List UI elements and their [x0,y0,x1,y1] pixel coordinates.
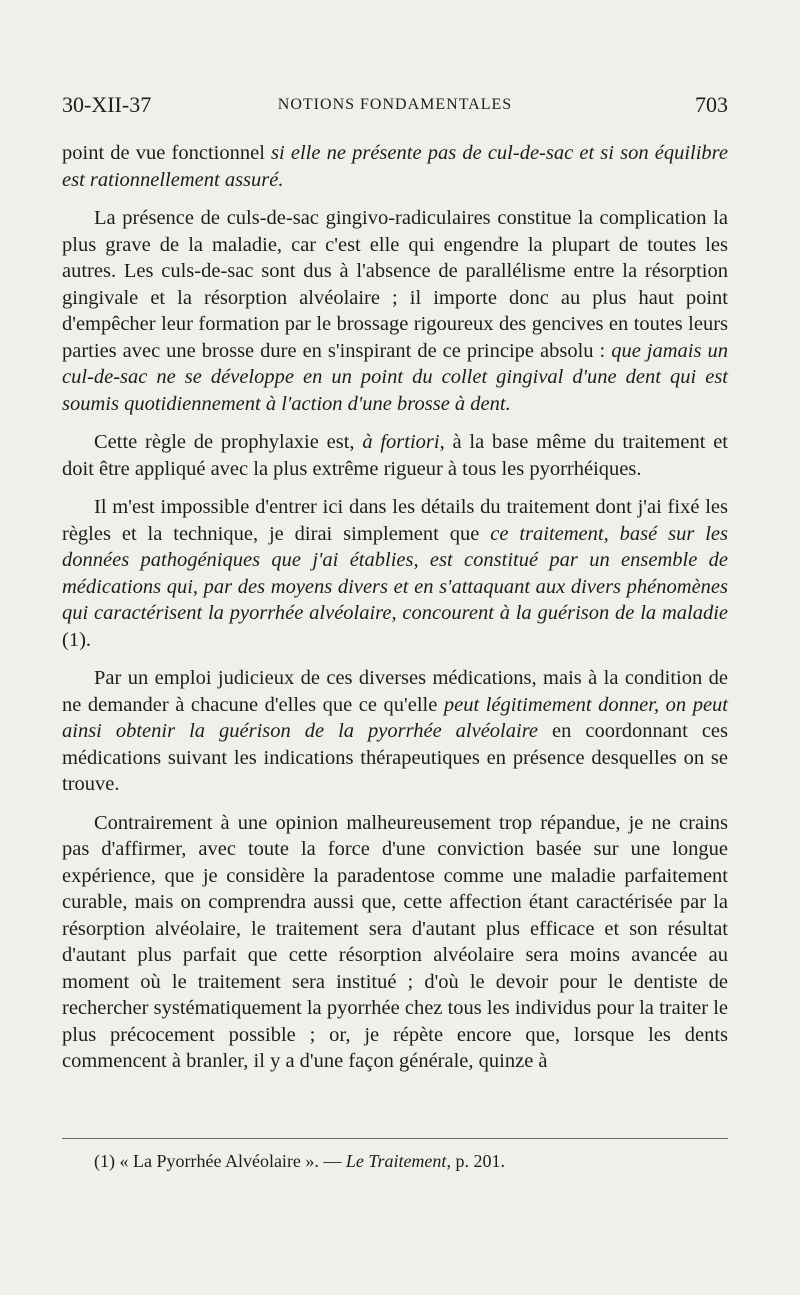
paragraph [62,140,728,193]
body-text [62,140,728,1087]
paragraph [62,494,728,653]
paragraph [62,205,728,417]
page-number: 703 [695,92,728,117]
text-run: Il m'est impossible d'entrer ici dans les détails du traitement dont j'ai fixé les règles et la technique, je dirai simplement que [62,496,728,545]
italic-text-run: Le Traitement [345,1151,447,1171]
italic-text-run: si elle ne présente pas de cul-de-sac et si son équilibre est rationnellement assuré. [62,142,728,191]
italic-text-run: à fortiori [362,431,440,453]
paragraph [62,810,728,1075]
italic-text-run: peut légitimement donner, on peut ainsi obtenir la guérison de la pyorrhée alvéolaire [62,693,728,742]
header-date: 30-XII-37 [62,92,152,117]
header-title: NOTIONS FONDAMENTALES [277,96,513,113]
text-run: , p. 201. [446,1151,505,1171]
footnote-divider [62,1138,728,1139]
paragraph [62,665,728,798]
text-run: (1). [62,628,92,651]
footnote [94,1151,505,1172]
text-run: Cette règle de prophylaxie est, [94,431,363,453]
text-run: La présence de culs-de-sac gingivo-radiculaires constitue la complication la plus grave de la maladie, car c'est elle qui engendre la plupart de toutes les autres. Les culs-de-sac sont dus à l'absence de parallélisme entre la résorption gingivale et la résorption alvéolaire ; il importe donc au plus haut point d'empêcher leur formation par le brossage rigoureux des gencives en toutes leurs parties avec une brosse dure en s'inspirant de ce principe absolu : [62,207,728,362]
text-run: (1) « La Pyorrhée Alvéolaire ». — [94,1151,346,1171]
text-run: en coordonnant ces médications suivant les indications thérapeutiques en présence desquelles on se trouve. [62,720,728,795]
text-run: Par un emploi judicieux de ces diverses médications, mais à la condition de ne demander à chacune d'elles que ce qu'elle [62,667,728,716]
italic-text-run: ce traitement, basé sur les données pathogéniques que j'ai établies, est constitué par un ensemble de médications qui, par des moyens divers et en s'attaquant aux divers phénomènes qui caractérisent la pyorrhée alvéolaire, concourent à la guérison de la maladie [62,522,729,624]
text-run: , à la base même du traitement et doit être appliqué avec la plus extrême rigueur à tous les pyorrhéiques. [62,431,728,480]
running-header [62,92,728,122]
italic-text-run: que jamais un cul-de-sac ne se développe en un point du collet gingival d'une dent qui est soumis quotidiennement à l'action d'une brosse à dent. [62,339,728,415]
text-run: point de vue fonctionnel [62,142,272,164]
paragraph [62,429,728,482]
text-run: Contrairement à une opinion malheureusement trop répandue, je ne crains pas d'affirmer, avec toute la force d'une conviction basée sur une longue expérience, que je considère la paradentose comme une maladie parfaitement curable, mais on comprendra aussi que, cette affection étant caractérisée par la résorption alvéolaire, le traitement sera d'autant plus efficace et son résultat d'autant plus parfait que cette résorption alvéolaire sera moins avancée au moment où le traitement sera institué ; d'où le devoir pour le dentiste de rechercher systématiquement la pyorrhée chez tous les individus pour la traiter le plus précocement possible ; or, je répète encore que, lorsque les dents commencent à branler, il y a d'une façon générale, quinze à [62,811,728,1072]
